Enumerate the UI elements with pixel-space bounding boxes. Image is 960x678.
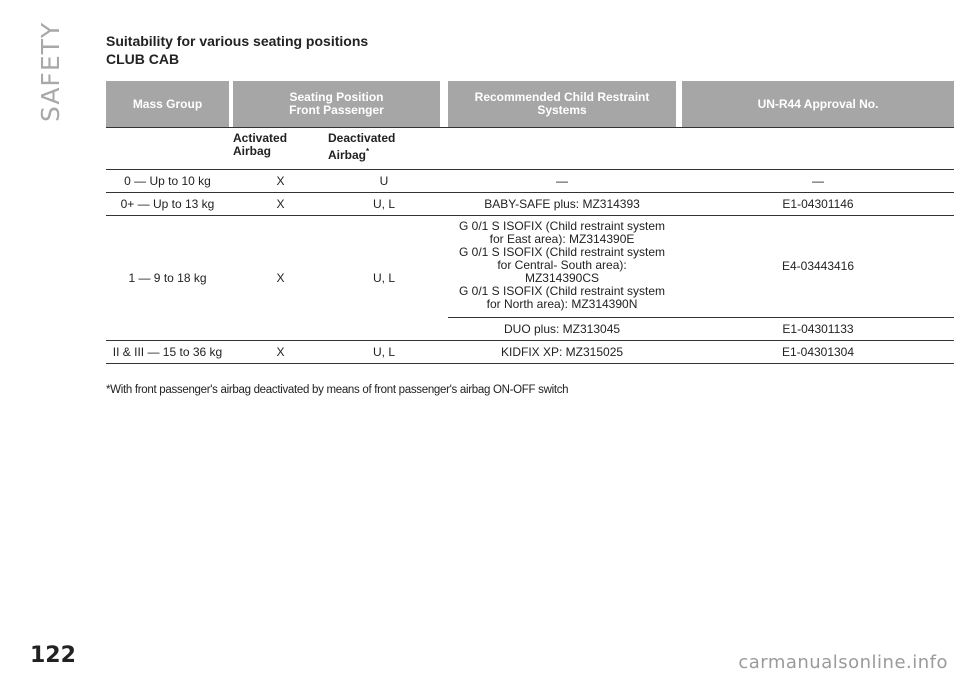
cell-approval-number: E1-04301133 bbox=[682, 318, 954, 341]
cell-restraint-system: G 0/1 S ISOFIX (Child restraint system for East area): MZ314390E G 0/1 S ISOFIX (Child restraint system for Central- South area): MZ314390CS G 0/1 S ISOFIX (Child restraint system for North area): MZ314390N bbox=[448, 216, 676, 318]
page-number: 122 bbox=[30, 643, 76, 668]
table-subheader-row bbox=[106, 128, 954, 170]
table-row bbox=[106, 341, 954, 364]
cell-activated-airbag: X bbox=[233, 216, 328, 341]
cell-mass-group: 0+ — Up to 13 kg bbox=[106, 193, 229, 216]
cell-mass-group: 0 — Up to 10 kg bbox=[106, 170, 229, 193]
table-row bbox=[106, 216, 954, 318]
cell-approval-number: E4-03443416 bbox=[682, 216, 954, 318]
cell-deactivated-airbag: U bbox=[328, 170, 440, 193]
header-seating-position: Seating Position Front Passenger bbox=[233, 81, 440, 128]
cell-mass-group: 1 — 9 to 18 kg bbox=[106, 216, 229, 341]
header-recommended-systems: Recommended Child Restraint Systems bbox=[448, 81, 676, 128]
subheader-activated-airbag: Activated Airbag bbox=[233, 128, 328, 170]
table-footnote: *With front passenger's airbag deactivated by means of front passenger's airbag ON-OFF switch bbox=[106, 384, 569, 396]
header-gap bbox=[440, 81, 448, 128]
cell-restraint-system: BABY-SAFE plus: MZ314393 bbox=[448, 193, 676, 216]
cell-approval-number: E1-04301146 bbox=[682, 193, 954, 216]
cell-deactivated-airbag: U, L bbox=[328, 341, 440, 364]
table-row bbox=[106, 193, 954, 216]
cell-mass-group: II & III — 15 to 36 kg bbox=[106, 341, 229, 364]
cell-deactivated-airbag: U, L bbox=[328, 193, 440, 216]
cell-restraint-system: DUO plus: MZ313045 bbox=[448, 318, 676, 341]
cell-activated-airbag: X bbox=[233, 170, 328, 193]
section-side-label: SAFETY bbox=[36, 21, 65, 122]
subheader-deactivated-airbag: Deactivated Airbag* bbox=[328, 128, 440, 170]
cell-deactivated-airbag: U, L bbox=[328, 216, 440, 341]
header-mass-group: Mass Group bbox=[106, 81, 229, 128]
page-subtitle: CLUB CAB bbox=[106, 51, 180, 67]
cell-activated-airbag: X bbox=[233, 193, 328, 216]
page-title: Suitability for various seating positions bbox=[106, 33, 369, 49]
cell-restraint-system: — bbox=[448, 170, 676, 193]
watermark-text: carmanualsonline.info bbox=[738, 652, 948, 673]
header-approval-number: UN-R44 Approval No. bbox=[682, 81, 954, 128]
table-header-row bbox=[106, 81, 954, 128]
cell-approval-number: — bbox=[682, 170, 954, 193]
cell-restraint-system: KIDFIX XP: MZ315025 bbox=[448, 341, 676, 364]
table-row bbox=[106, 170, 954, 193]
cell-activated-airbag: X bbox=[233, 341, 328, 364]
cell-approval-number: E1-04301304 bbox=[682, 341, 954, 364]
suitability-table bbox=[106, 81, 954, 364]
